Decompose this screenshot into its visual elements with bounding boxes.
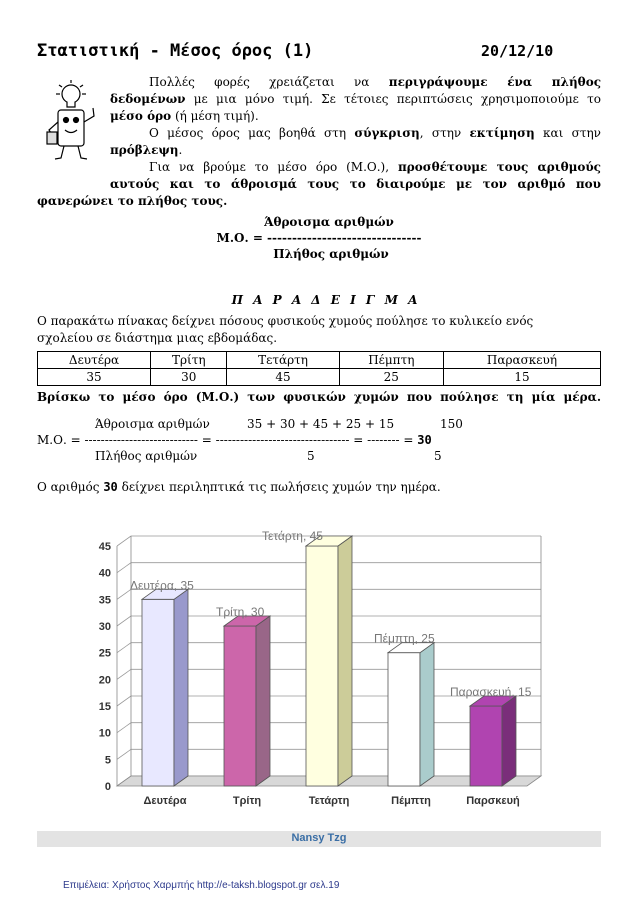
y-tick-label: 15 <box>98 701 111 713</box>
calc-line: Μ.Ο. = ---------------------------- = --------------------------------- = -------- = <box>37 433 414 447</box>
data-label: Τρίτη, 30 <box>216 605 265 619</box>
y-tick-label: 35 <box>98 594 111 607</box>
sales-bar-chart <box>85 520 565 820</box>
formula-numerator: Άθροισμα αριθμών <box>264 215 394 229</box>
x-tick-label: Δευτέρα <box>143 795 187 807</box>
intro-text: . <box>178 143 183 157</box>
grid-depth-line <box>117 749 131 759</box>
x-tick-label: Παρσκευή <box>466 795 520 807</box>
y-tick-label: 10 <box>98 727 111 740</box>
y-tick-label: 0 <box>104 781 111 793</box>
intro-emphasis: αυτούς και το άθροισμά τους το διαιρούμε με τον αριθμό που <box>110 177 601 191</box>
bar-side <box>338 536 352 786</box>
intro-text: (ή μέση τιμή). <box>174 109 259 123</box>
footer-credit: Επιμέλεια: Χρήστος Χαρμπής http://e-taksh.blogspot.gr σελ.19 <box>63 880 340 891</box>
bar <box>306 546 338 786</box>
question-text: Βρίσκω το μέσο όρο (Μ.Ο.) των φυσικών χυμών που πούλησε τη μία μέρα. <box>37 390 601 404</box>
table-header-row <box>38 352 601 369</box>
intro-emphasis: προσθέτουμε τους αριθμούς <box>397 160 601 174</box>
formula-denominator: Πλήθος αριθμών <box>273 247 389 261</box>
y-tick-label: 25 <box>98 647 111 660</box>
intro-text: Ο μέσος όρος μας βοηθά στη <box>149 126 347 140</box>
intro-emphasis: δεδομένων <box>110 92 186 106</box>
bar-side <box>502 696 516 786</box>
intro-emphasis: εκτίμηση <box>469 126 535 140</box>
page-date: 20/12/10 <box>481 42 554 60</box>
calc-count: 5 <box>434 449 442 463</box>
calc-sum: 35 + 30 + 45 + 25 + 15 <box>247 417 395 431</box>
bar-side <box>420 643 434 786</box>
table-header-cell: Πέμπτη <box>339 352 443 369</box>
calc-label: Άθροισμα αριθμών <box>95 417 210 431</box>
grid-depth-line <box>117 536 131 546</box>
formula-line: Μ.Ο. = ------------------------------- <box>216 231 422 245</box>
bar-side <box>174 589 188 786</box>
bar <box>470 706 502 786</box>
grid-depth-line <box>117 616 131 626</box>
grid-depth-line <box>117 643 131 653</box>
table-cell: 45 <box>227 369 339 386</box>
table-cell: 35 <box>38 369 151 386</box>
intro-emphasis: περιγράψουμε ένα πλήθος <box>388 75 601 89</box>
intro-emphasis: φανερώνει το πλήθος τους. <box>37 194 228 208</box>
intro-emphasis: πρόβλεψη <box>110 143 179 157</box>
lightbulb-character-icon <box>41 78 103 162</box>
grid-depth-line <box>117 669 131 679</box>
table-cell: 30 <box>151 369 227 386</box>
calc-label: Πλήθος αριθμών <box>95 449 198 463</box>
grid-depth-line <box>117 589 131 599</box>
data-label: Δευτέρα, 35 <box>130 578 194 593</box>
table-header-cell: Τετάρτη <box>227 352 339 369</box>
bar <box>388 653 420 786</box>
bar <box>224 626 256 786</box>
intro-text: , στην <box>419 126 462 140</box>
table-header-cell: Δευτέρα <box>38 352 151 369</box>
calc-result: 30 <box>417 433 432 447</box>
grid-depth-line <box>117 696 131 706</box>
intro-text: Πολλές φορές χρειάζεται να <box>149 75 370 89</box>
example-heading: Π Α Ρ Α Δ Ε Ι Γ Μ Α <box>231 293 421 307</box>
table-cell: 15 <box>443 369 600 386</box>
intro-text: Για να βρούμε το μέσο όρο (Μ.Ο.), <box>149 160 390 174</box>
y-tick-label: 40 <box>98 567 111 580</box>
page-title: Στατιστική - Μέσος όρος (1) <box>37 41 314 61</box>
conclusion-number: 30 <box>103 480 118 494</box>
calc-total: 150 <box>440 417 463 431</box>
data-label: Πέμπτη, 25 <box>374 631 435 646</box>
sales-table <box>37 351 601 386</box>
table-cell: 25 <box>339 369 443 386</box>
bar-side <box>256 616 270 786</box>
data-label: Παρασκευή, 15 <box>450 685 532 699</box>
grid-depth-line <box>117 723 131 733</box>
conclusion-text: Ο αριθμός <box>37 480 100 494</box>
calc-count: 5 <box>307 449 315 463</box>
table-row <box>38 369 601 386</box>
y-tick-label: 5 <box>104 754 111 767</box>
y-tick-label: 45 <box>98 541 111 553</box>
example-text: Ο παρακάτω πίνακας δείχνει πόσους φυσικούς χυμούς πούλησε το κυλικείο ενός <box>37 314 534 328</box>
conclusion-text: δείχνει περιληπτικά τις πωλήσεις χυμών την ημέρα. <box>121 480 441 494</box>
table-header-cell: Τρίτη <box>151 352 227 369</box>
data-label: Τετάρτη, 45 <box>262 529 323 543</box>
bar <box>142 599 174 786</box>
intro-text: με μια μόνο τιμή. Σε τέτοιες περιπτώσεις χρησιμοποιούμε το <box>193 92 601 106</box>
grid-depth-line <box>117 563 131 573</box>
intro-emphasis: μέσο όρο <box>110 109 172 123</box>
x-tick-label: Πέμπτη <box>391 795 431 807</box>
table-header-cell: Παρασκευή <box>443 352 600 369</box>
x-tick-label: Τρίτη <box>232 795 262 807</box>
example-text: σχολείου σε διάστημα μιας εβδομάδας. <box>37 331 278 345</box>
intro-emphasis: σύγκριση <box>354 126 420 140</box>
y-tick-label: 20 <box>98 674 111 687</box>
y-tick-label: 30 <box>98 621 111 633</box>
x-tick-label: Τετάρτη <box>308 795 350 807</box>
intro-text: και στην <box>543 126 601 140</box>
footer-author: Nansy Tzg <box>291 832 347 844</box>
